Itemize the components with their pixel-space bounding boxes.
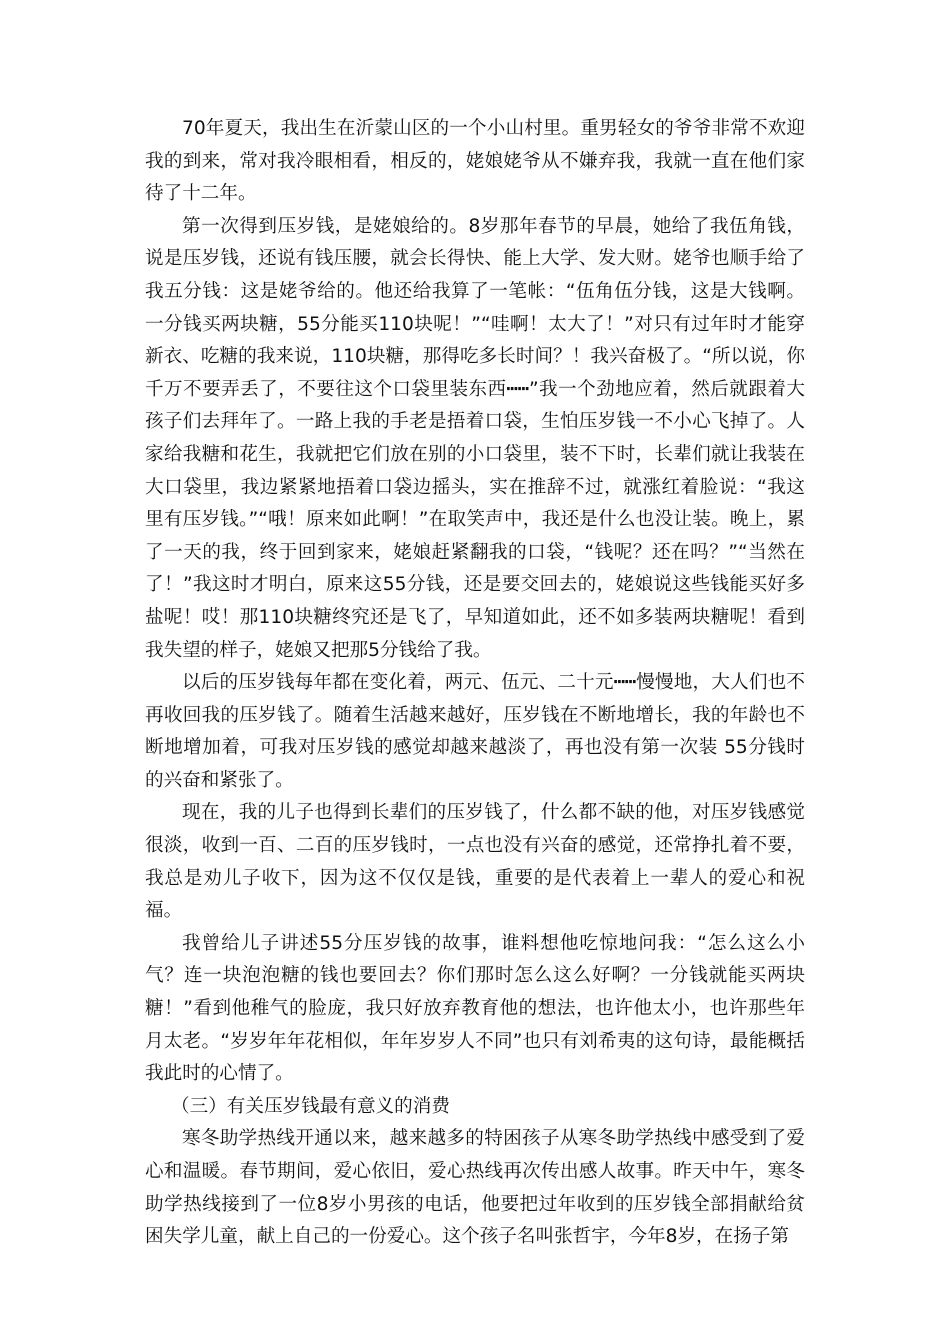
paragraph-story-to-son: 我曾给儿子讲述55分压岁钱的故事，谁料想他吃惊地问我：“怎么这么小气？连一块泡泡糖的钱也要回去？你们那时怎么这么好啊？一分钱就能买两块糖！”看到他稚气的脸庞，我只好放弃教育他的想法，也许他太小，也许那些年月太老。“岁岁年年花相似，年年岁岁人不同”也只有刘希夷的这句诗，最能概括我此时的心情了。 [145,932,805,1085]
paragraph-son: 现在，我的儿子也得到长辈们的压岁钱了，什么都不缺的他，对压岁钱感觉很淡，收到一百、二百的压岁钱时，一点也没有兴奋的感觉，还常挣扎着不要，我总是劝儿子收下，因为这不仅仅是钱，重要的是代表着上一辈人的爱心和祝福。 [145,802,805,922]
section-heading: （三）有关压岁钱最有意义的消费 [171,1095,450,1117]
paragraph-later-years: 以后的压岁钱每年都在变化着，两元、伍元、二十元┅┅慢慢地，大人们也不再收回我的压岁钱了。随着生活越来越好，压岁钱在不断地增长，我的年龄也不断地增加着，可我对压岁钱的感觉却越来越淡了，再也没有第一次装 55分钱时的兴奋和紧张了。 [145,672,805,791]
paragraph-donation: 寒冬助学热线开通以来，越来越多的特困孩子从寒冬助学热线中感受到了爱心和温暖。春节期间，爱心依旧，爱心热线再次传出感人故事。昨天中午，寒冬助学热线接到了一位8岁小男孩的电话，他要把过年收到的压岁钱全部捐献给贫困失学儿童，献上自己的一份爱心。这个孩子名叫张哲宇，今年8岁，在扬子第 [145,1128,805,1248]
paragraph-birth: 70年夏天，我出生在沂蒙山区的一个小山村里。重男轻女的爷爷非常不欢迎我的到来，常对我冷眼相看，相反的，姥娘姥爷从不嫌弃我，我就一直在他们家待了十二年。 [145,118,805,205]
document-body [145,113,805,1254]
paragraph-first-money: 第一次得到压岁钱，是姥娘给的。8岁那年春节的早晨，她给了我伍角钱，说是压岁钱，还说有钱压腰，就会长得快、能上大学、发大财。姥爷也顺手给了我五分钱：这是姥爷给的。他还给我算了一笔帐：“伍角伍分钱，这是大钱啊。一分钱买两块糖，55分能买110块呢！”“哇啊！太大了！”对只有过年时才能穿新衣、吃糖的我来说，110块糖，那得吃多长时间？！我兴奋极了。“所以说，你千万不要弄丢了，不要往这个口袋里装东西┅┅”我一个劲地应着，然后就跟着大孩子们去拜年了。一路上我的手老是捂着口袋，生怕压岁钱一不小心飞掉了。人家给我糖和花生，我就把它们放在别的小口袋里，装不下时，长辈们就让我装在大口袋里，我边紧紧地捂着口袋边摇头，实在推辞不过，就涨红着脸说：“我这里有压岁钱。”“哦！原来如此啊！”在取笑声中，我还是什么也没让装。晚上，累了一天的我，终于回到家来，姥娘赶紧翻我的口袋，“钱呢？还在吗？”“当然在了！”我这时才明白，原来这55分钱，还是要交回去的，姥娘说这些钱能买好多盐呢！哎！那110块糖终究还是飞了，早知道如此，还不如多装两块糖呢！看到我失望的样子，姥娘又把那5分钱给了我。 [145,215,805,661]
